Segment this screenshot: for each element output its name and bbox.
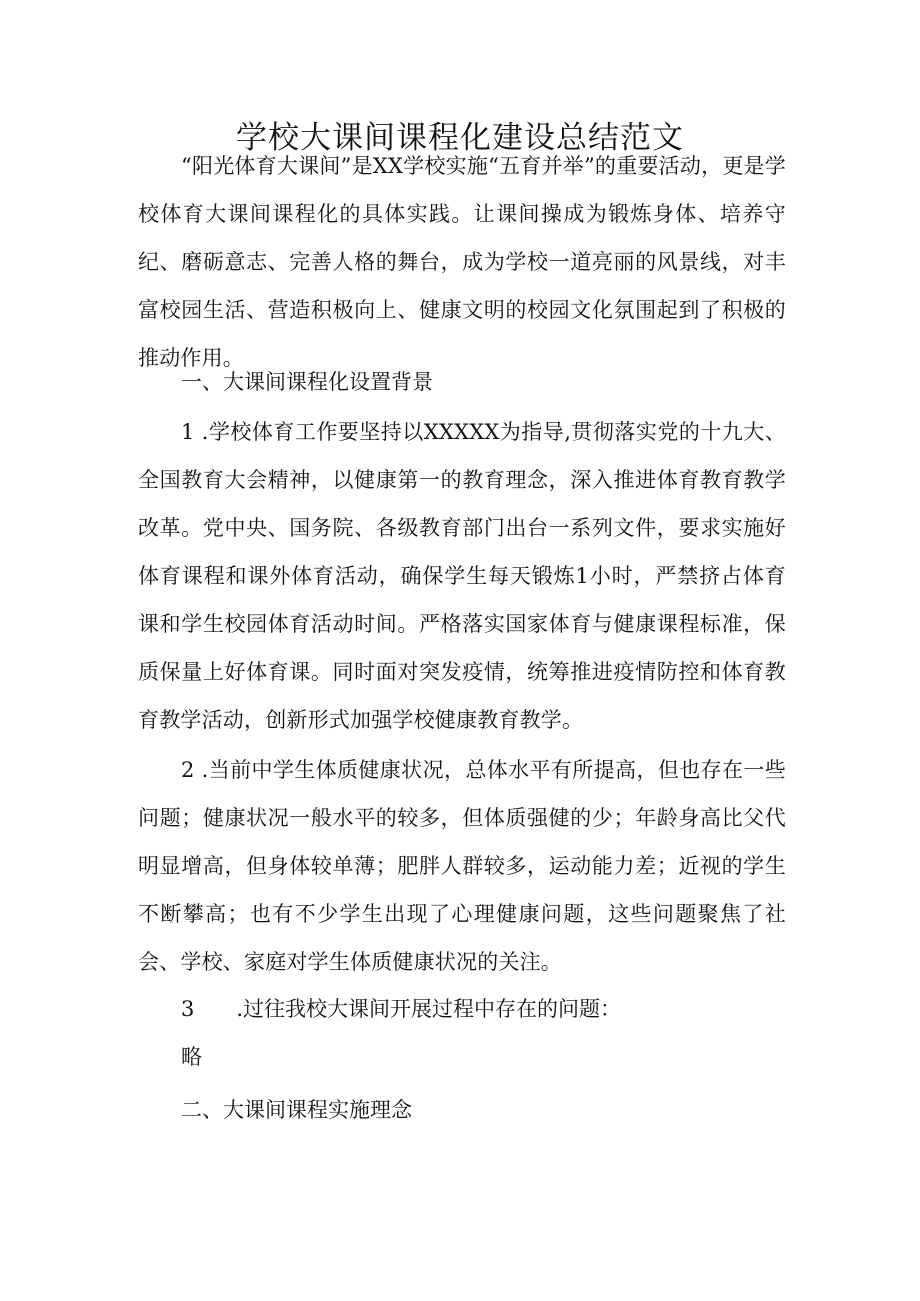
intro-paragraph: “阳光体育大课间”是XX学校实施“五育并举”的重要活动，更是学校体育大课间课程化的具体实践。让课间操成为锻炼身体、培养守纪、磨砺意志、完善人格的舞台，成为学校一道亮丽的风景线，对丰富校园生活、营造积极向上、健康文明的校园文化氛围起到了积极的推动作用。 (138, 154, 786, 370)
item-3-number: 3 (181, 997, 195, 1021)
background-item-2: 2 .当前中学生体质健康状况，总体水平有所提高，但也存在一些问题；健康状况一般水平的较多，但体质强健的少；年龄身高比父代明显增高，但身体较单薄；肥胖人群较多，运动能力差；近视的学生不断攀高；也有不少学生出现了心理健康问题，这些问题聚焦了社会、学校、家庭对学生体质健康状况的关注。 (138, 758, 786, 974)
document-title: 学校大课间课程化建设总结范文 (236, 120, 684, 156)
section1-heading: 一、大课间课程化设置背景 (181, 370, 433, 394)
background-item-3 (181, 985, 621, 1033)
item-3-detail: 略 (181, 1045, 202, 1069)
section2-heading: 二、大课间课程实施理念 (181, 1098, 412, 1122)
item-3-text: .过往我校大课间开展过程中存在的问题： (236, 997, 622, 1021)
background-item-1: 1 .学校体育工作要坚持以XXXXX为指导,贯彻落实党的十九大、全国教育大会精神，以健康第一的教育理念，深入推进体育教育教学改革。党中央、国务院、各级教育部门出台一系列文件，要求实施好体育课程和课外体育活动，确保学生每天锻炼1小时，严禁挤占体育课和学生校园体育活动时间。严格落实国家体育与健康课程标准，保质保量上好体育课。同时面对突发疫情，统筹推进疫情防控和体育教育教学活动，创新形式加强学校健康教育教学。 (138, 420, 786, 732)
